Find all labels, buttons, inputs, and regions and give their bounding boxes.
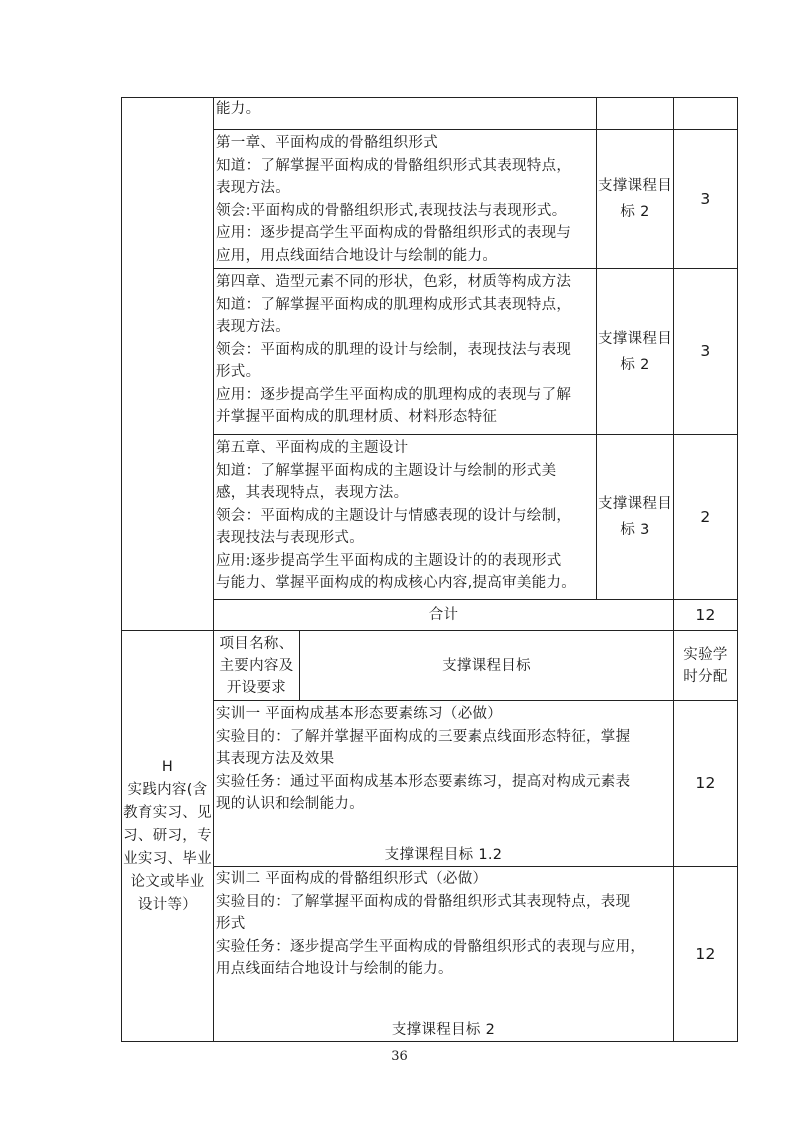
support-target: 支撑课程目标 2 bbox=[597, 130, 674, 269]
chapter-content: 第五章、平面构成的主题设计 知道：了解掌握平面构成的主题设计与绘制的形式美 感，其表现特点，表现方法。 领会：平面构成的主题设计与情感表现的设计与绘制， 表现技法与表现形式。 应用:逐步提高学生平面构成的主题设计的的表现形式 与能力、掌握平面构成的构成核心内容,提高审美能力。 bbox=[214, 435, 597, 600]
practice-item-target: 支撑课程目标 1.2 bbox=[384, 846, 503, 863]
table-row bbox=[122, 269, 738, 435]
table-row bbox=[122, 130, 738, 269]
practice-section-label: H 实践内容(含 教育实习、见 习、研习，专 业实习、毕业 论文或毕业 设计等） bbox=[122, 631, 214, 1042]
hours: 12 bbox=[674, 867, 738, 1042]
practice-header-row bbox=[122, 631, 738, 701]
hours: 3 bbox=[674, 269, 738, 435]
practice-item-content: 实训一 平面构成基本形态要素练习（必做） 实验目的：了解并掌握平面构成的三要素点线面形态特征，掌握 其表现方法及效果 实验任务：通过平面构成基本形态要素练习，提高对构成元素表 现的认识和绘制能力。 支撑课程目标 1.2 bbox=[214, 701, 674, 867]
course-table bbox=[121, 97, 738, 1042]
practice-item-target: 支撑课程目标 2 bbox=[391, 1021, 496, 1038]
page-number: 36 bbox=[391, 1049, 408, 1064]
support-target bbox=[597, 98, 674, 130]
support-target: 支撑课程目标 3 bbox=[597, 435, 674, 600]
chapter-content: 能力。 bbox=[214, 98, 597, 130]
total-label: 合计 bbox=[214, 600, 674, 631]
hours: 12 bbox=[674, 701, 738, 867]
table-row bbox=[122, 867, 738, 1042]
chapter-content: 第一章、平面构成的骨骼组织形式 知道：了解掌握平面构成的骨骼组织形式其表现特点， 表现方法。 领会:平面构成的骨骼组织形式,表现技法与表现形式。 应用：逐步提高学生平面构成的骨骼组织形式的表现与 应用，用点线面结合地设计与绘制的能力。 bbox=[214, 130, 597, 269]
total-hours: 12 bbox=[674, 600, 738, 631]
header-project-name: 项目名称、主要内容及开设要求 bbox=[214, 631, 300, 701]
total-row bbox=[122, 600, 738, 631]
hours: 2 bbox=[674, 435, 738, 600]
support-target: 支撑课程目标 2 bbox=[597, 269, 674, 435]
practice-item-content: 实训二 平面构成的骨骼组织形式（必做） 实验目的：了解掌握平面构成的骨骼组织形式其表现特点，表现 形式 实验任务：逐步提高学生平面构成的骨骼组织形式的表现与应用， 用点线面结合地设计与绘制的能力。 支撑课程目标 2 bbox=[214, 867, 674, 1042]
table-row bbox=[122, 701, 738, 867]
header-support-target: 支撑课程目标 bbox=[300, 631, 674, 701]
table-row bbox=[122, 98, 738, 130]
left-blank-cell bbox=[122, 98, 214, 631]
hours: 3 bbox=[674, 130, 738, 269]
table-row bbox=[122, 435, 738, 600]
chapter-content: 第四章、造型元素不同的形状，色彩，材质等构成方法 知道：了解掌握平面构成的肌理构成形式其表现特点， 表现方法。 领会：平面构成的肌理的设计与绘制，表现技法与表现 形式。 应用：逐步提高学生平面构成的肌理构成的表现与了解 并掌握平面构成的肌理材质、材料形态特征 bbox=[214, 269, 597, 435]
header-lab-hours: 实验学时分配 bbox=[674, 631, 738, 701]
hours bbox=[674, 98, 738, 130]
